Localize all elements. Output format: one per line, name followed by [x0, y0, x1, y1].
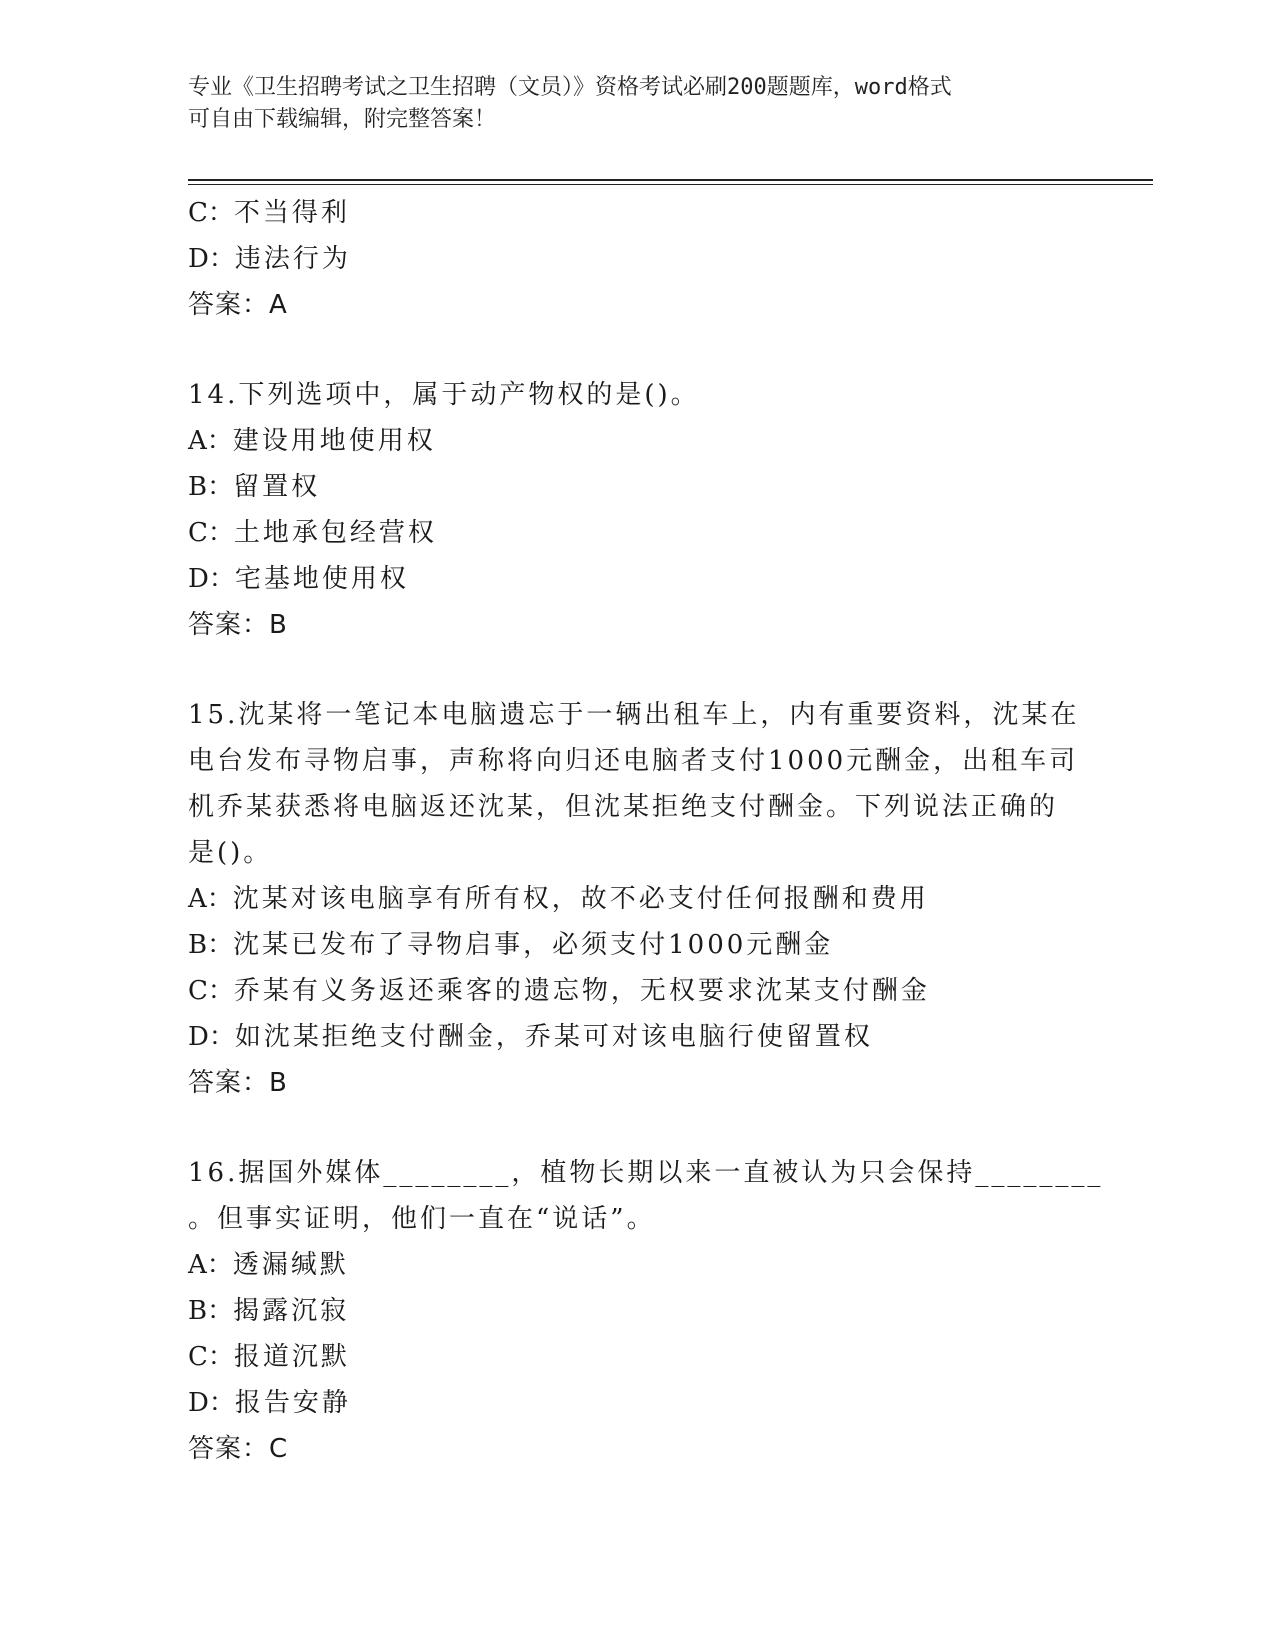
question-14 [188, 372, 1088, 648]
answer: 答案：B [188, 610, 288, 640]
answer: 答案：A [188, 290, 288, 320]
option-c: C：土地承包经营权 [188, 518, 437, 548]
question-text-line-2: 电台发布寻物启事，声称将向归还电脑者支付1000元酬金，出租车司 [188, 746, 1079, 776]
option-d: D：如沈某拒绝支付酬金，乔某可对该电脑行使留置权 [188, 1022, 873, 1052]
option-a: A：沈某对该电脑享有所有权，故不必支付任何报酬和费用 [188, 884, 929, 914]
question-text-line-3: 机乔某获悉将电脑返还沈某，但沈某拒绝支付酬金。下列说法正确的 [188, 792, 1059, 822]
header-line-1: 专业《卫生招聘考试之卫生招聘（文员）》资格考试必刷200题题库，word格式 [188, 75, 952, 100]
question-text-line-1: 15.沈某将一笔记本电脑遗忘于一辆出租车上，内有重要资料，沈某在 [188, 700, 1080, 730]
question-15 [188, 692, 1088, 1106]
question-text-line-1: 16.据国外媒体________，植物长期以来一直被认为只会保持________ [188, 1158, 1104, 1188]
question-text: 14.下列选项中，属于动产物权的是()。 [188, 380, 700, 410]
header-divider-thin [188, 184, 1153, 185]
option-c: C：不当得利 [188, 198, 350, 228]
option-d: D：宅基地使用权 [188, 564, 409, 594]
option-c: C：报道沉默 [188, 1342, 350, 1372]
option-d: D：违法行为 [188, 244, 351, 274]
header-divider [188, 179, 1153, 181]
option-b: B：留置权 [188, 472, 321, 502]
option-c: C：乔某有义务返还乘客的遗忘物，无权要求沈某支付酬金 [188, 976, 930, 1006]
partial-question [188, 190, 1088, 328]
document-body [188, 190, 1104, 1472]
answer: 答案：B [188, 1068, 288, 1098]
option-d: D：报告安静 [188, 1388, 351, 1418]
question-text-line-4: 是()。 [188, 838, 273, 868]
question-16 [188, 1150, 1104, 1472]
header-line-2: 可自由下载编辑，附完整答案！ [188, 107, 497, 132]
answer: 答案：C [188, 1434, 289, 1464]
document-header [188, 72, 1088, 136]
option-b: B：揭露沉寂 [188, 1296, 350, 1326]
option-b: B：沈某已发布了寻物启事，必须支付1000元酬金 [188, 930, 834, 960]
option-a: A：建设用地使用权 [188, 426, 436, 456]
option-a: A：透漏缄默 [188, 1250, 349, 1280]
question-text-line-2: 。但事实证明，他们一直在“说话”。 [188, 1204, 656, 1234]
